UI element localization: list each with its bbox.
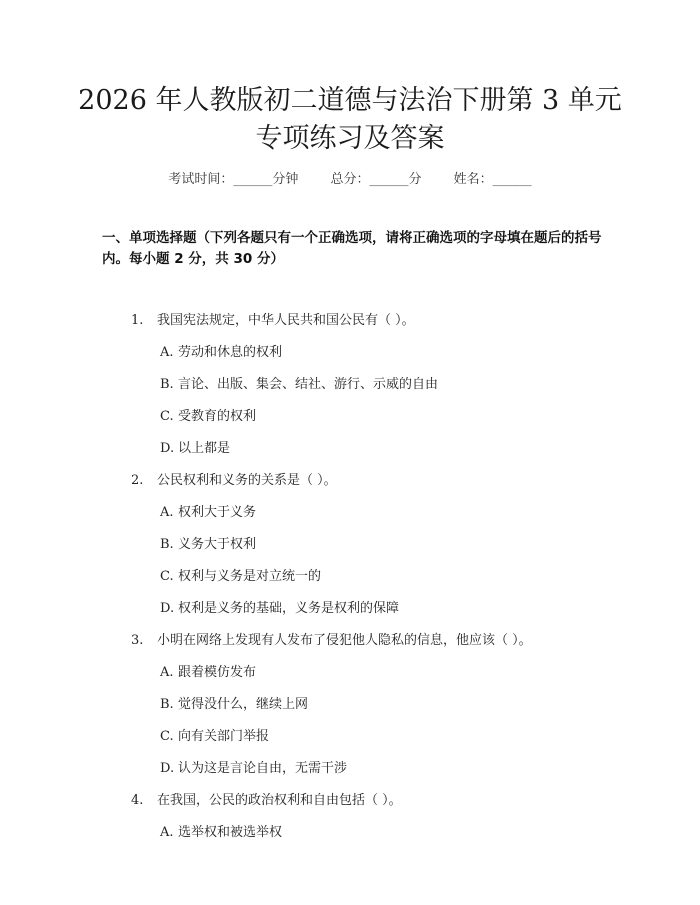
option-text: 权利是义务的基础，义务是权利的保障 (178, 601, 400, 616)
option-text: 跟着模仿发布 (178, 665, 257, 680)
option-letter: B. (160, 377, 174, 392)
option (160, 437, 230, 456)
option-letter: A. (160, 825, 174, 840)
question-number: 1. (131, 313, 144, 328)
title-line-1: 2026 年人教版初二道德与法治下册第 3 单元 (78, 85, 622, 116)
exam-time: 考试时间：______分钟 (168, 172, 299, 187)
option (160, 533, 256, 552)
option-letter: D. (160, 441, 175, 456)
option-text: 向有关部门举报 (178, 729, 270, 744)
option-text: 受教育的权利 (178, 409, 257, 424)
option-text: 权利大于义务 (178, 505, 257, 520)
question (131, 309, 415, 328)
option-text: 劳动和休息的权利 (178, 345, 283, 360)
option (160, 341, 282, 360)
option-letter: C. (160, 569, 174, 584)
option-letter: D. (160, 761, 175, 776)
option (160, 373, 438, 392)
option (160, 693, 308, 712)
title-line-2: 专项练习及答案 (255, 123, 445, 154)
option (160, 725, 269, 744)
question (131, 629, 532, 648)
option-letter: C. (160, 409, 174, 424)
question-text: 我国宪法规定，中华人民共和国公民有（ ）。 (157, 313, 415, 328)
section-heading: 一、单项选择题（下列各题只有一个正确选项，请将正确选项的字母填在题后的括号内。每小题 2 分，共 30 分） (102, 230, 602, 267)
option-text: 选举权和被选举权 (178, 825, 283, 840)
exam-name: 姓名：______ (453, 172, 532, 187)
option (160, 661, 256, 680)
exam-meta (0, 168, 700, 187)
question-text: 在我国，公民的政治权利和自由包括（ ）。 (157, 793, 402, 808)
question (131, 789, 402, 808)
page-title (0, 82, 700, 158)
option (160, 565, 321, 584)
question-text: 小明在网络上发现有人发布了侵犯他人隐私的信息，他应该（ ）。 (157, 633, 532, 648)
option-text: 权利与义务是对立统一的 (178, 569, 322, 584)
option (160, 821, 282, 840)
option-text: 觉得没什么，继续上网 (178, 697, 309, 712)
option-text: 义务大于权利 (178, 537, 257, 552)
question-number: 3. (131, 633, 144, 648)
option (160, 757, 347, 776)
option-text: 以上都是 (178, 441, 231, 456)
option-letter: B. (160, 697, 174, 712)
option-letter: C. (160, 729, 174, 744)
option-letter: D. (160, 601, 175, 616)
exam-score: 总分：______分 (330, 172, 422, 187)
option (160, 501, 256, 520)
question-number: 2. (131, 473, 144, 488)
option (160, 597, 399, 616)
question (131, 469, 337, 488)
option-text: 言论、出版、集会、结社、游行、示威的自由 (178, 377, 439, 392)
option-letter: A. (160, 505, 174, 520)
option-letter: A. (160, 345, 174, 360)
option-letter: B. (160, 537, 174, 552)
question-text: 公民权利和义务的关系是（ ）。 (157, 473, 337, 488)
option (160, 405, 256, 424)
option-letter: A. (160, 665, 174, 680)
option-text: 认为这是言论自由，无需干涉 (178, 761, 348, 776)
question-number: 4. (131, 793, 144, 808)
